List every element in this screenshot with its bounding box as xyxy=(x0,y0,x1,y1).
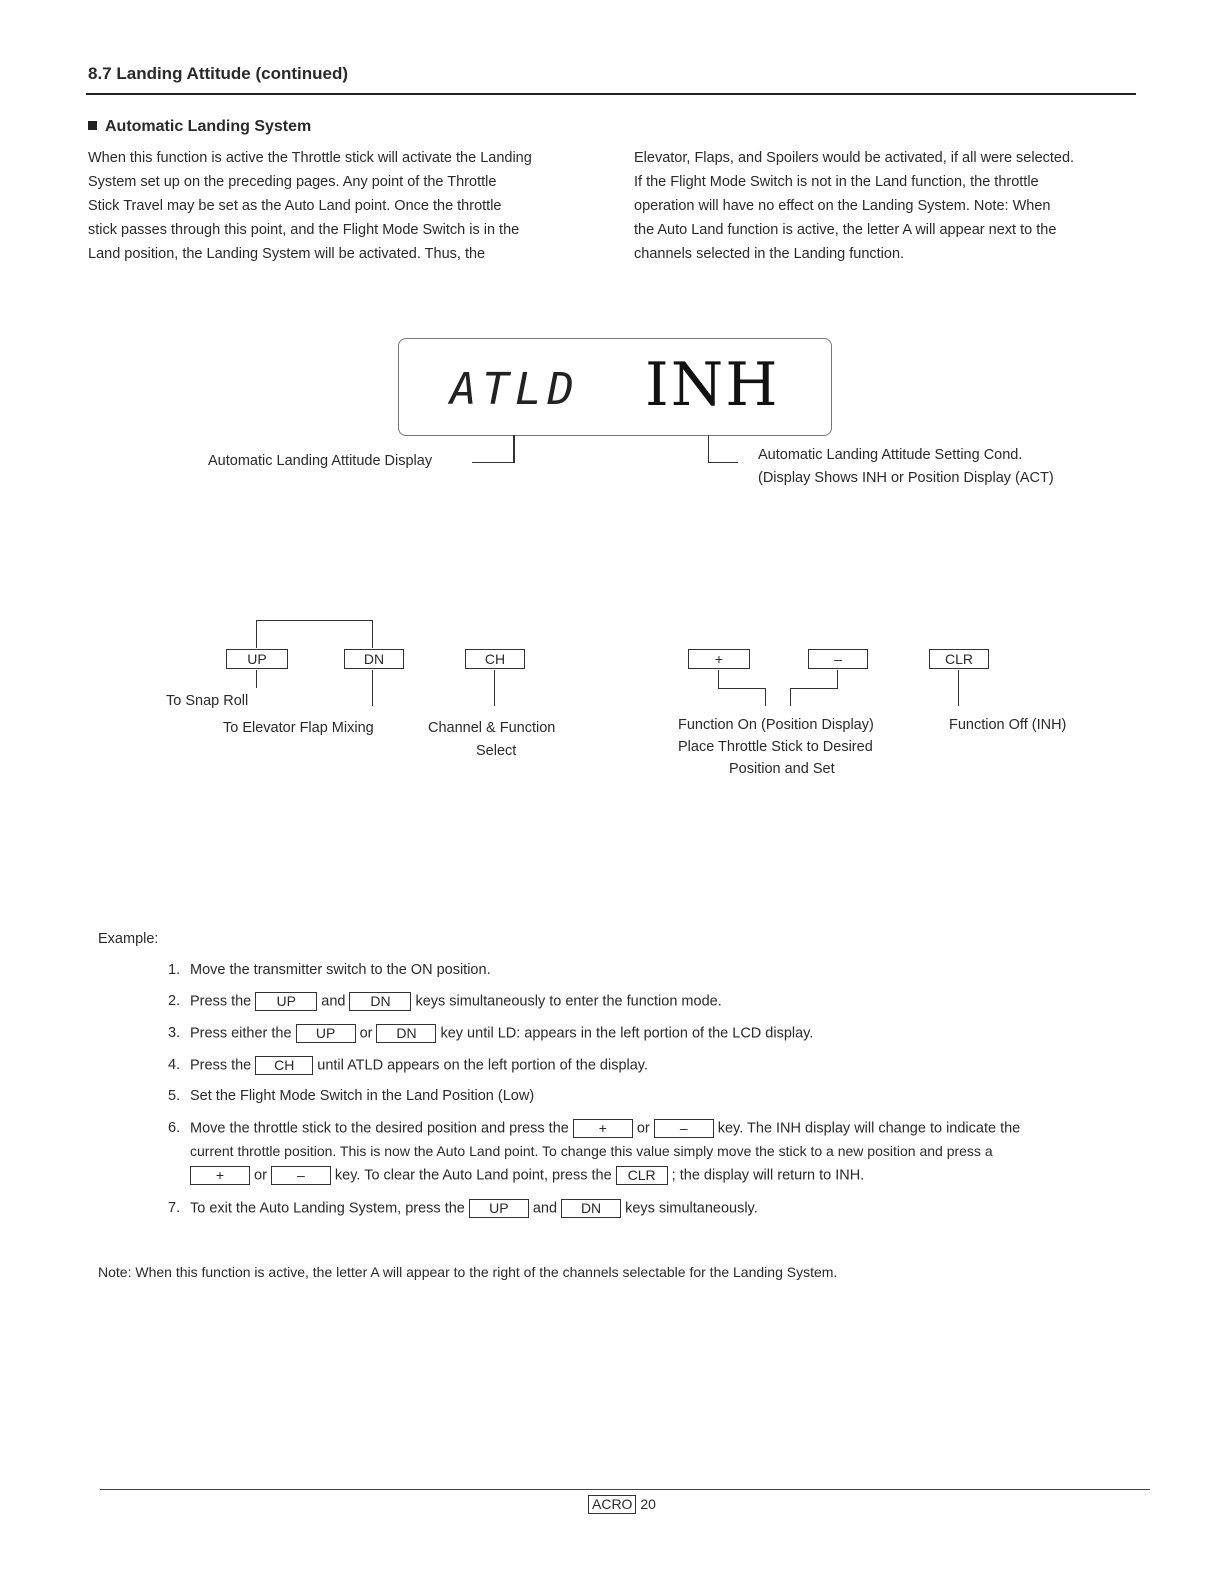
intro-paragraph-left xyxy=(88,146,598,266)
step-6-line-3: + or – key. To clear the Auto Land point, press the CLR ; the display will return to INH. xyxy=(186,1166,864,1185)
lcd-setting-value: INH xyxy=(645,350,780,420)
channel-select-caption: Channel & Function xyxy=(428,720,556,736)
lcd-left-caption: Automatic Landing Attitude Display xyxy=(208,453,433,469)
step-5: 5. Set the Flight Mode Switch in the Land Position (Low) xyxy=(168,1088,535,1104)
minus-key-inline: – xyxy=(271,1166,331,1185)
elevator-flap-caption: To Elevator Flap Mixing xyxy=(223,720,374,736)
connector-line xyxy=(790,688,838,689)
step-6-line-2: current throttle position. This is now the Auto Land point. To change this value simply move the stick to a new position and press a xyxy=(190,1143,993,1159)
bullet-square-icon xyxy=(88,121,97,130)
lcd-right-caption-2: (Display Shows INH or Position Display (ACT) xyxy=(758,470,1054,486)
bracket-line xyxy=(256,620,257,648)
connector-line xyxy=(718,688,766,689)
text-line: operation will have no effect on the Landing System. Note: When xyxy=(634,198,1051,214)
callout-line xyxy=(708,462,738,463)
clr-key[interactable]: CLR xyxy=(929,649,989,669)
plus-key-inline: + xyxy=(190,1166,250,1185)
text-line: Elevator, Flaps, and Spoilers would be activated, if all were selected. xyxy=(634,150,1075,166)
footer-rule xyxy=(100,1489,1150,1490)
step-2: 2. Press the UP and DN keys simultaneously to enter the function mode. xyxy=(168,993,722,1010)
step-3: 3. Press either the UP or DN key until LD: appears in the left portion of the LCD display. xyxy=(168,1025,814,1042)
text-line: the Auto Land function is active, the letter A will appear next to the xyxy=(634,222,1057,238)
function-on-caption: Function On (Position Display) xyxy=(678,717,874,733)
connector-line xyxy=(837,670,838,688)
connector-line xyxy=(765,688,766,706)
text-line: System set up on the preceding pages. Any point of the Throttle xyxy=(88,174,497,190)
ch-key-inline: CH xyxy=(255,1056,313,1075)
page-number: 20 xyxy=(640,1496,656,1512)
intro-paragraph-right xyxy=(634,146,1144,266)
text-line: When this function is active the Throttle stick will activate the Landing xyxy=(88,150,532,166)
callout-line xyxy=(708,435,709,462)
text-line: stick passes through this point, and the Flight Mode Switch is in the xyxy=(88,222,520,238)
step-4: 4. Press the CH until ATLD appears on the left portion of the display. xyxy=(168,1057,648,1074)
heading-text: Automatic Landing System xyxy=(105,118,312,135)
example-label: Example: xyxy=(98,931,159,947)
step-7: 7. To exit the Auto Landing System, press the UP and DN keys simultaneously. xyxy=(168,1200,758,1217)
function-off-caption: Function Off (INH) xyxy=(949,717,1067,733)
connector-line xyxy=(718,670,719,688)
clr-key-inline: CLR xyxy=(616,1166,668,1185)
channel-select-caption-2: Select xyxy=(476,743,517,759)
connector-line xyxy=(958,670,959,706)
up-key[interactable]: UP xyxy=(226,649,288,669)
connector-line xyxy=(256,670,257,688)
page-footer xyxy=(588,1495,656,1514)
ch-key[interactable]: CH xyxy=(465,649,525,669)
minus-key-inline: – xyxy=(654,1119,714,1138)
minus-key[interactable]: – xyxy=(808,649,868,669)
callout-line xyxy=(472,462,514,463)
connector-line xyxy=(494,670,495,706)
dn-key-inline: DN xyxy=(349,992,411,1011)
text-line: Stick Travel may be set as the Auto Land point. Once the throttle xyxy=(88,198,502,214)
text-line: If the Flight Mode Switch is not in the Land function, the throttle xyxy=(634,174,1039,190)
plus-key-inline: + xyxy=(573,1119,633,1138)
dn-key[interactable]: DN xyxy=(344,649,404,669)
header-rule xyxy=(86,93,1136,95)
dn-key-inline: DN xyxy=(561,1199,621,1218)
callout-line xyxy=(513,435,515,463)
lcd-right-caption: Automatic Landing Attitude Setting Cond. xyxy=(758,447,1023,463)
bracket-line xyxy=(372,620,373,648)
snap-roll-caption: To Snap Roll xyxy=(166,693,249,709)
up-key-inline: UP xyxy=(255,992,317,1011)
text-line: channels selected in the Landing function. xyxy=(634,246,905,262)
text-line: Land position, the Landing System will be activated. Thus, the xyxy=(88,246,486,262)
connector-line xyxy=(790,688,791,706)
step-6: 6. Move the throttle stick to the desired position and press the + or – key. The INH display will change to indicate the xyxy=(168,1120,1021,1137)
dn-key-inline: DN xyxy=(376,1024,436,1043)
function-on-caption-2: Place Throttle Stick to Desired xyxy=(678,739,873,755)
function-on-caption-3: Position and Set xyxy=(729,761,835,777)
up-key-inline: UP xyxy=(469,1199,529,1218)
lcd-function-name: ATLD xyxy=(450,364,580,415)
step-1: 1. Move the transmitter switch to the ON position. xyxy=(168,962,491,978)
section-header: 8.7 Landing Attitude (continued) xyxy=(88,64,349,83)
plus-key[interactable]: + xyxy=(688,649,750,669)
note-text: Note: When this function is active, the letter A will appear to the right of the channels selectable for the Landing System. xyxy=(98,1264,838,1280)
up-key-inline: UP xyxy=(296,1024,356,1043)
model-badge: ACRO xyxy=(588,1495,636,1514)
connector-line xyxy=(372,670,373,706)
section-heading xyxy=(88,118,311,136)
bracket-line xyxy=(256,620,373,621)
